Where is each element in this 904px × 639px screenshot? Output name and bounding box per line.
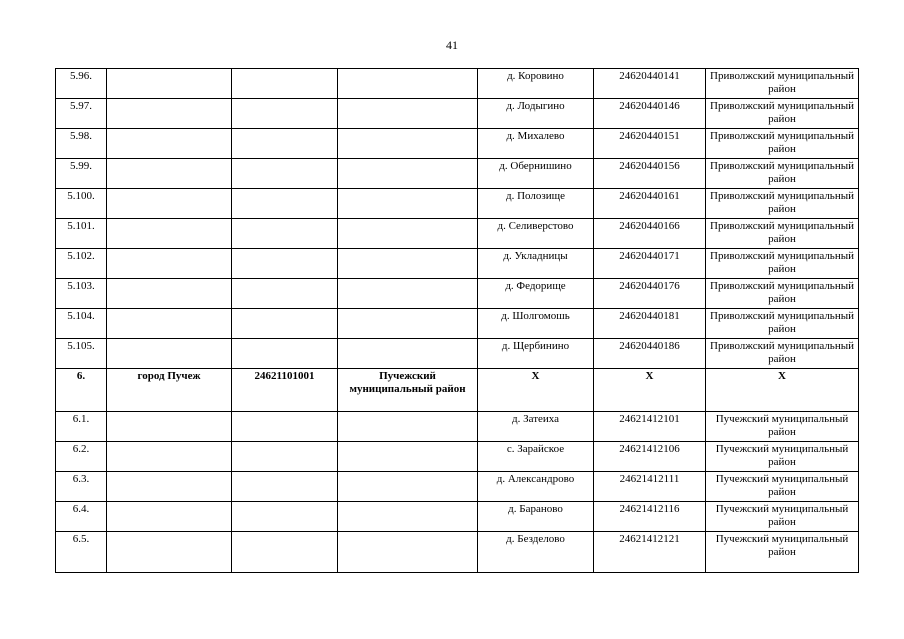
row-number-cell: 5.97. (56, 99, 107, 129)
settlement-district-cell: Приволжский муниципальный район (706, 249, 859, 279)
settlement-code-cell: 24621412106 (594, 442, 706, 472)
municipality-name-cell (107, 442, 232, 472)
municipality-name-cell (107, 249, 232, 279)
municipality-code-cell (232, 159, 338, 189)
municipality-code-cell (232, 99, 338, 129)
settlement-name-cell: д. Полозище (478, 189, 594, 219)
municipality-district-cell (338, 472, 478, 502)
municipality-district-cell (338, 532, 478, 573)
settlement-name-cell: д. Щербинино (478, 339, 594, 369)
municipality-name-cell (107, 472, 232, 502)
table-row (56, 442, 859, 472)
municipality-code-cell: 24621101001 (232, 369, 338, 412)
table-row (56, 532, 859, 573)
settlement-district-cell: Приволжский муниципальный район (706, 159, 859, 189)
settlement-district-cell: Пучежский муниципальный район (706, 442, 859, 472)
row-number-cell: 5.98. (56, 129, 107, 159)
row-number-cell: 6.5. (56, 532, 107, 573)
row-number-cell: 5.103. (56, 279, 107, 309)
table-row (56, 159, 859, 189)
row-number-cell: 6.3. (56, 472, 107, 502)
municipality-district-cell (338, 189, 478, 219)
table-body (56, 69, 859, 573)
row-number-cell: 6.1. (56, 412, 107, 442)
settlement-name-cell: д. Укладницы (478, 249, 594, 279)
row-number-cell: 5.101. (56, 219, 107, 249)
municipality-code-cell (232, 249, 338, 279)
settlement-code-cell: 24620440176 (594, 279, 706, 309)
table-row (56, 279, 859, 309)
settlement-district-cell: Приволжский муниципальный район (706, 339, 859, 369)
municipality-name-cell (107, 532, 232, 573)
row-number-cell: 5.105. (56, 339, 107, 369)
table-row (56, 472, 859, 502)
municipality-name-cell (107, 129, 232, 159)
page-number: 41 (446, 38, 458, 52)
settlement-district-cell: Пучежский муниципальный район (706, 502, 859, 532)
municipality-name-cell (107, 189, 232, 219)
settlements-table (55, 68, 859, 573)
municipality-code-cell (232, 219, 338, 249)
settlement-district-cell: Приволжский муниципальный район (706, 219, 859, 249)
settlement-name-cell: с. Зарайское (478, 442, 594, 472)
municipality-name-cell (107, 99, 232, 129)
municipality-name-cell (107, 279, 232, 309)
table-row (56, 219, 859, 249)
municipality-district-cell (338, 412, 478, 442)
row-number-cell: 5.104. (56, 309, 107, 339)
row-number-cell: 6.2. (56, 442, 107, 472)
settlement-name-cell: д. Коровино (478, 69, 594, 99)
municipality-district-cell (338, 129, 478, 159)
municipality-code-cell (232, 472, 338, 502)
municipality-name-cell: город Пучеж (107, 369, 232, 412)
settlement-code-cell: 24620440151 (594, 129, 706, 159)
settlement-name-cell: д. Шолгомошь (478, 309, 594, 339)
municipality-code-cell (232, 532, 338, 573)
settlement-district-cell: Приволжский муниципальный район (706, 309, 859, 339)
settlement-code-cell: Х (594, 369, 706, 412)
municipality-code-cell (232, 129, 338, 159)
municipality-code-cell (232, 69, 338, 99)
settlement-district-cell: Приволжский муниципальный район (706, 69, 859, 99)
municipality-district-cell (338, 309, 478, 339)
row-number-cell: 5.96. (56, 69, 107, 99)
municipality-name-cell (107, 159, 232, 189)
settlement-name-cell: д. Лодыгино (478, 99, 594, 129)
table-row (56, 502, 859, 532)
municipality-code-cell (232, 442, 338, 472)
settlement-name-cell: д. Михалево (478, 129, 594, 159)
table-row (56, 69, 859, 99)
row-number-cell: 5.102. (56, 249, 107, 279)
municipality-code-cell (232, 412, 338, 442)
table-row (56, 412, 859, 442)
settlement-name-cell: д. Федорище (478, 279, 594, 309)
settlement-name-cell: д. Безделово (478, 532, 594, 573)
settlement-name-cell: д. Александрово (478, 472, 594, 502)
settlement-district-cell: Приволжский муниципальный район (706, 189, 859, 219)
settlement-code-cell: 24620440161 (594, 189, 706, 219)
municipality-district-cell (338, 502, 478, 532)
settlement-district-cell: Х (706, 369, 859, 412)
settlement-name-cell: д. Селиверстово (478, 219, 594, 249)
row-number-cell: 6.4. (56, 502, 107, 532)
table-row (56, 129, 859, 159)
settlement-district-cell: Пучежский муниципальный район (706, 532, 859, 573)
municipality-code-cell (232, 339, 338, 369)
municipality-district-cell (338, 442, 478, 472)
table-row (56, 339, 859, 369)
settlement-name-cell: Х (478, 369, 594, 412)
settlement-code-cell: 24621412111 (594, 472, 706, 502)
settlement-code-cell: 24621412101 (594, 412, 706, 442)
settlement-district-cell: Приволжский муниципальный район (706, 279, 859, 309)
table-row (56, 189, 859, 219)
table-row (56, 249, 859, 279)
settlement-code-cell: 24620440186 (594, 339, 706, 369)
municipality-district-cell (338, 339, 478, 369)
municipality-district-cell: Пучежский муниципальный район (338, 369, 478, 412)
municipality-district-cell (338, 69, 478, 99)
municipality-district-cell (338, 249, 478, 279)
municipality-code-cell (232, 189, 338, 219)
settlement-name-cell: д. Обернишино (478, 159, 594, 189)
settlement-code-cell: 24620440146 (594, 99, 706, 129)
municipality-code-cell (232, 502, 338, 532)
settlement-name-cell: д. Затеиха (478, 412, 594, 442)
settlement-name-cell: д. Бараново (478, 502, 594, 532)
settlement-district-cell: Пучежский муниципальный район (706, 472, 859, 502)
table-row (56, 99, 859, 129)
settlement-code-cell: 24620440156 (594, 159, 706, 189)
municipality-name-cell (107, 309, 232, 339)
municipality-name-cell (107, 339, 232, 369)
settlement-district-cell: Приволжский муниципальный район (706, 99, 859, 129)
municipality-code-cell (232, 309, 338, 339)
municipality-district-cell (338, 219, 478, 249)
municipality-name-cell (107, 412, 232, 442)
row-number-cell: 6. (56, 369, 107, 412)
municipality-name-cell (107, 502, 232, 532)
settlement-code-cell: 24620440171 (594, 249, 706, 279)
municipality-district-cell (338, 159, 478, 189)
settlement-code-cell: 24621412121 (594, 532, 706, 573)
municipality-code-cell (232, 279, 338, 309)
municipality-name-cell (107, 69, 232, 99)
settlement-code-cell: 24621412116 (594, 502, 706, 532)
row-number-cell: 5.100. (56, 189, 107, 219)
municipality-name-cell (107, 219, 232, 249)
settlement-district-cell: Пучежский муниципальный район (706, 412, 859, 442)
table-row (56, 309, 859, 339)
settlement-code-cell: 24620440181 (594, 309, 706, 339)
settlement-code-cell: 24620440141 (594, 69, 706, 99)
table-section-row (56, 369, 859, 412)
settlement-district-cell: Приволжский муниципальный район (706, 129, 859, 159)
municipality-district-cell (338, 279, 478, 309)
settlement-code-cell: 24620440166 (594, 219, 706, 249)
row-number-cell: 5.99. (56, 159, 107, 189)
municipality-district-cell (338, 99, 478, 129)
